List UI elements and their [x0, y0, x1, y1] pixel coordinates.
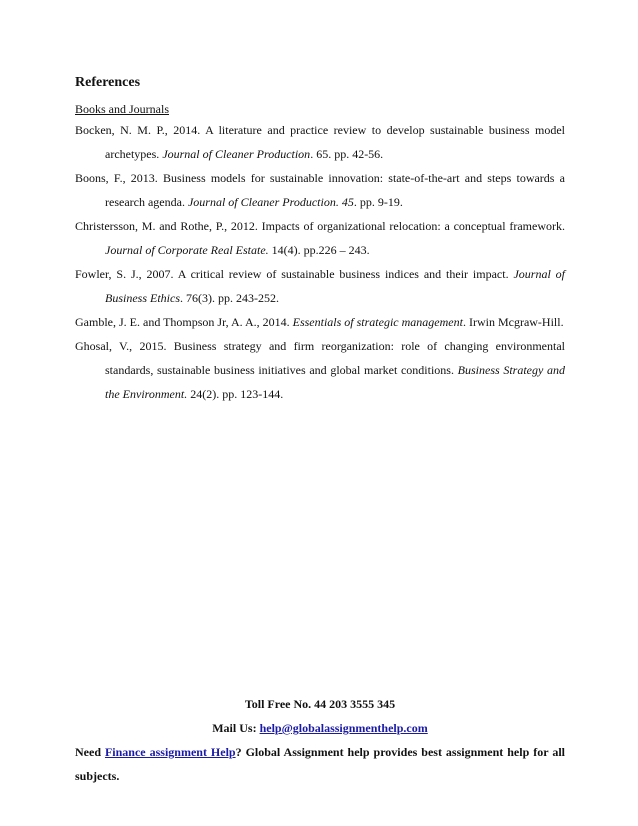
reference-journal: Journal of Cleaner Production. 45 [187, 195, 354, 209]
promo-suffix: ? Global Assignment help provides best assignment help for all subjects. [75, 745, 565, 783]
reference-item [75, 310, 565, 334]
reference-journal: Journal of Corporate Real Estate. [105, 243, 269, 257]
reference-item [75, 166, 565, 214]
reference-text: Bocken, N. M. P., 2014. A literature and practice review to develop sustainable business model archetypes. [75, 123, 565, 161]
promo-prefix: Need [75, 745, 105, 759]
reference-text: Boons, F., 2013. Business models for sustainable innovation: state-of-the-art and steps towards a research agenda. [75, 171, 565, 209]
reference-journal: Journal of Cleaner Production [162, 147, 311, 161]
page-footer [75, 692, 565, 788]
reference-details: . 76(3). pp. 243-252. [180, 291, 279, 305]
reference-journal: Journal of Business Ethics [105, 267, 565, 305]
email-link[interactable]: help@globalassignmenthelp.com [259, 721, 428, 735]
toll-free-number: Toll Free No. 44 203 3555 345 [244, 697, 396, 711]
reference-details: . pp. 9-19. [353, 195, 403, 209]
reference-details: 24(2). pp. 123-144. [187, 387, 284, 401]
mail-line [75, 716, 565, 740]
reference-journal: Business Strategy and the Environment. [105, 363, 565, 401]
reference-text: Gamble, J. E. and Thompson Jr, A. A., 2014. [75, 315, 293, 329]
reference-item [75, 214, 565, 262]
reference-details: . Irwin Mcgraw-Hill. [462, 315, 564, 329]
books-and-journals-subheading: Books and Journals [75, 102, 169, 116]
mail-label: Mail Us: [212, 721, 260, 735]
references-section [75, 74, 565, 406]
finance-assignment-help-link[interactable]: Finance assignment Help [104, 745, 236, 759]
references-heading: References [75, 75, 141, 90]
reference-item [75, 118, 565, 166]
reference-text: Christersson, M. and Rothe, P., 2012. Impacts of organizational relocation: a conceptual framework. [75, 219, 565, 233]
reference-details: . 65. pp. 42-56. [310, 147, 384, 161]
promo-text [75, 740, 565, 788]
reference-text: Ghosal, V., 2015. Business strategy and firm reorganization: role of changing environmental standards, sustainable business initiatives and global market conditions. [75, 339, 565, 377]
reference-journal: Essentials of strategic management [292, 315, 463, 329]
reference-list [75, 118, 565, 406]
reference-item [75, 334, 565, 406]
reference-item [75, 262, 565, 310]
reference-text: Fowler, S. J., 2007. A critical review of sustainable business indices and their impact. [75, 267, 514, 281]
reference-details: 14(4). pp.226 – 243. [268, 243, 370, 257]
